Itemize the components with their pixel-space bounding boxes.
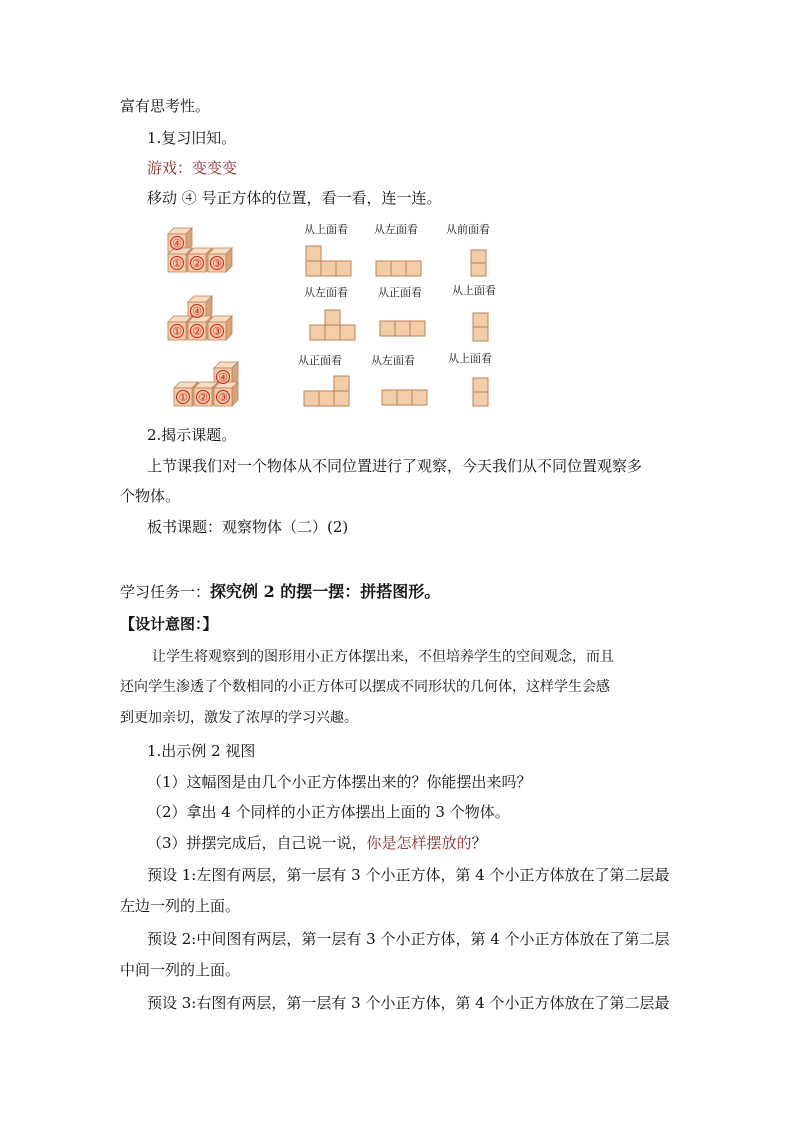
preset-1-line1: 预设 1:左图有两层，第一层有 3 个小正方体，第 4 个小正方体放在了第二层最 bbox=[147, 866, 670, 884]
cube-number: ④ bbox=[192, 305, 202, 318]
task-heading bbox=[120, 582, 440, 602]
text-line: 富有思考性。 bbox=[120, 97, 211, 115]
question-3 bbox=[147, 833, 487, 853]
design-label: 【设计意图：】 bbox=[120, 615, 218, 633]
cube-number: ③ bbox=[218, 391, 228, 404]
cube-number: ② bbox=[192, 325, 202, 338]
cube-number: ④ bbox=[218, 371, 228, 384]
board-title: 板书课题：观察物体（二）(2) bbox=[147, 518, 349, 536]
instruction-text: 移动 ④ 号正方体的位置，看一看，连一连。 bbox=[147, 189, 442, 207]
view-label: 从前面看 bbox=[446, 223, 490, 236]
view-shape-front-3 bbox=[304, 376, 349, 406]
task-heading-prefix: 学习任务一： bbox=[120, 583, 211, 601]
view-shape-top-1 bbox=[306, 246, 351, 276]
preset-3-line1: 预设 3:右图有两层，第一层有 3 个小正方体，第 4 个小正方体放在了第二层最 bbox=[147, 994, 670, 1012]
view-shape-front-1 bbox=[471, 250, 486, 276]
text-line: 上节课我们对一个物体从不同位置进行了观察，今天我们从不同位置观察多 bbox=[147, 457, 643, 475]
view-label: 从左面看 bbox=[374, 223, 418, 236]
preset-1-line2: 左边一列的上面。 bbox=[120, 897, 241, 915]
view-label: 从左面看 bbox=[304, 286, 348, 299]
cube-views-figure bbox=[160, 218, 520, 416]
view-shape-left-2 bbox=[310, 310, 355, 340]
preset-2-line1: 预设 2:中间图有两层，第一层有 3 个小正方体，第 4 个小正方体放在了第二层 bbox=[147, 930, 670, 948]
text-line: 到更加亲切，激发了浓厚的学习兴趣。 bbox=[120, 710, 358, 726]
cube-number: ① bbox=[172, 325, 182, 338]
question-2: （2）拿出 4 个同样的小正方体摆出上面的 3 个物体。 bbox=[147, 803, 510, 821]
view-shape-top-2 bbox=[473, 313, 488, 341]
game-label: 游戏：变变变 bbox=[147, 159, 238, 177]
view-shape-left-3 bbox=[382, 390, 427, 405]
cube-number: ③ bbox=[212, 257, 222, 270]
question-3-suffix: ？ bbox=[471, 834, 487, 852]
question-1: （1）这幅图是由几个小正方体摆出来的？你能摆出来吗？ bbox=[147, 773, 532, 791]
cube-number: ② bbox=[198, 391, 208, 404]
cube-number: ① bbox=[172, 257, 182, 270]
section-review-title: 1.复习旧知。 bbox=[147, 129, 237, 147]
text-line: 还向学生渗透了个数相同的小正方体可以摆成不同形状的几何体，这样学生会感 bbox=[120, 679, 610, 695]
arrangement-2 bbox=[168, 296, 232, 340]
cube-number: ③ bbox=[212, 325, 222, 338]
text-line: 让学生将观察到的图形用小正方体摆出来，不但培养学生的空间观念，而且 bbox=[152, 649, 614, 665]
step-title: 1.出示例 2 视图 bbox=[147, 742, 256, 760]
arrangement-3 bbox=[174, 362, 238, 406]
view-label: 从左面看 bbox=[371, 354, 415, 367]
view-shape-front-2 bbox=[380, 321, 425, 336]
view-label: 从上面看 bbox=[452, 284, 496, 297]
view-label: 从正面看 bbox=[378, 286, 422, 299]
arrangement-1 bbox=[168, 228, 232, 272]
view-label: 从上面看 bbox=[448, 352, 492, 365]
preset-2-line2: 中间一列的上面。 bbox=[120, 961, 241, 979]
question-3-prefix: （3）拼摆完成后，自己说一说， bbox=[147, 834, 367, 852]
section-reveal-title: 2.揭示课题。 bbox=[147, 426, 237, 444]
view-label: 从正面看 bbox=[298, 354, 342, 367]
question-3-highlight: 你是怎样摆放的 bbox=[366, 834, 472, 852]
cube-number: ② bbox=[192, 257, 202, 270]
text-line: 个物体。 bbox=[120, 487, 181, 505]
task-heading-main: 探究例 2 的摆一摆：拼搭图形。 bbox=[210, 582, 441, 601]
view-label: 从上面看 bbox=[304, 223, 348, 236]
cube-number: ④ bbox=[172, 237, 182, 250]
view-shape-left-1 bbox=[376, 261, 421, 276]
cube-number: ① bbox=[178, 391, 188, 404]
view-shape-top-3 bbox=[473, 378, 488, 406]
